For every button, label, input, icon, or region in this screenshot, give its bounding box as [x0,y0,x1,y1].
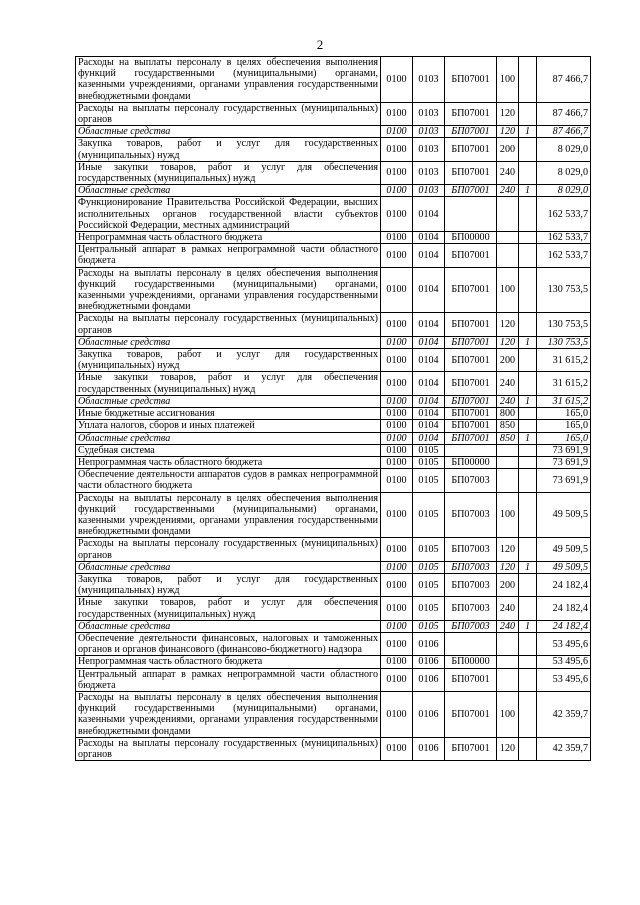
row-subsection-code: 0105 [413,597,445,620]
row-expense-type [497,244,519,267]
row-funding-source [519,597,537,620]
row-amount: 130 753,5 [537,267,591,313]
row-target-article: БП07001 [445,126,497,138]
row-section-code: 0100 [381,372,413,395]
row-name: Расходы на выплаты персоналу в целях обеспечения выполнения функций государственными (муниципальными) органами, казенными учреждениями, органами управления государственными внебюджетными фондами [76,691,381,737]
table-row [76,561,591,573]
row-funding-source [519,313,537,336]
row-target-article: БП07001 [445,737,497,760]
row-amount: 162 533,7 [537,244,591,267]
row-subsection-code: 0104 [413,432,445,444]
row-amount: 31 615,2 [537,372,591,395]
row-target-article: БП07001 [445,57,497,103]
row-expense-type: 120 [497,336,519,348]
page-number: 2 [316,37,324,52]
row-name: Областные средства [76,185,381,197]
row-amount: 31 615,2 [537,349,591,372]
row-amount: 162 533,7 [537,197,591,232]
row-section-code: 0100 [381,656,413,668]
table-row [76,395,591,407]
row-target-article: БП07001 [445,313,497,336]
row-expense-type [497,444,519,456]
row-subsection-code: 0106 [413,691,445,737]
row-expense-type: 120 [497,538,519,561]
row-funding-source [519,372,537,395]
table-row [76,620,591,632]
row-target-article: БП07001 [445,161,497,184]
row-section-code: 0100 [381,138,413,161]
table-row [76,573,591,596]
table-row [76,691,591,737]
row-expense-type: 240 [497,597,519,620]
row-subsection-code: 0104 [413,313,445,336]
row-section-code: 0100 [381,102,413,125]
row-amount: 73 691,9 [537,456,591,468]
row-name: Непрограммная часть областного бюджета [76,656,381,668]
row-funding-source [519,267,537,313]
row-funding-source [519,573,537,596]
row-target-article [445,632,497,655]
row-amount: 49 509,5 [537,561,591,573]
row-funding-source [519,161,537,184]
row-amount: 165,0 [537,408,591,420]
row-expense-type [497,469,519,492]
table-row [76,668,591,691]
row-expense-type: 100 [497,57,519,103]
table-row [76,456,591,468]
budget-table [75,56,591,761]
row-target-article: БП07001 [445,691,497,737]
row-target-article: БП07001 [445,336,497,348]
row-amount: 162 533,7 [537,232,591,244]
row-funding-source [519,538,537,561]
row-name: Областные средства [76,620,381,632]
row-amount: 42 359,7 [537,737,591,760]
row-subsection-code: 0104 [413,336,445,348]
row-amount: 8 029,0 [537,161,591,184]
table-row [76,336,591,348]
row-subsection-code: 0105 [413,620,445,632]
row-name: Центральный аппарат в рамках непрограммной части областного бюджета [76,244,381,267]
row-expense-type: 240 [497,395,519,407]
row-expense-type: 100 [497,267,519,313]
row-expense-type: 240 [497,185,519,197]
row-subsection-code: 0104 [413,395,445,407]
row-funding-source [519,456,537,468]
row-expense-type [497,232,519,244]
row-subsection-code: 0105 [413,444,445,456]
row-name: Закупка товаров, работ и услуг для государственных (муниципальных) нужд [76,573,381,596]
row-section-code: 0100 [381,632,413,655]
row-amount: 130 753,5 [537,336,591,348]
budget-table-body [76,57,591,761]
row-name: Иные бюджетные ассигнования [76,408,381,420]
row-subsection-code: 0103 [413,57,445,103]
row-section-code: 0100 [381,267,413,313]
row-name: Уплата налогов, сборов и иных платежей [76,420,381,432]
table-row [76,408,591,420]
row-section-code: 0100 [381,232,413,244]
table-row [76,372,591,395]
table-row [76,469,591,492]
row-expense-type: 800 [497,408,519,420]
row-target-article: БП07001 [445,432,497,444]
row-funding-source [519,668,537,691]
row-target-article: БП07003 [445,469,497,492]
row-target-article: БП07001 [445,138,497,161]
row-target-article: БП07001 [445,244,497,267]
row-expense-type: 120 [497,561,519,573]
row-target-article: БП07003 [445,492,497,538]
row-expense-type: 100 [497,492,519,538]
row-name: Судебная система [76,444,381,456]
row-subsection-code: 0104 [413,408,445,420]
row-funding-source: 1 [519,395,537,407]
row-expense-type [497,668,519,691]
table-row [76,126,591,138]
row-target-article: БП07001 [445,349,497,372]
row-amount: 53 495,6 [537,668,591,691]
table-row [76,313,591,336]
row-section-code: 0100 [381,395,413,407]
row-name: Областные средства [76,395,381,407]
row-expense-type [497,197,519,232]
table-row [76,432,591,444]
row-funding-source [519,232,537,244]
row-amount: 165,0 [537,432,591,444]
row-target-article: БП00000 [445,656,497,668]
row-section-code: 0100 [381,313,413,336]
row-subsection-code: 0104 [413,197,445,232]
row-expense-type: 200 [497,138,519,161]
row-section-code: 0100 [381,597,413,620]
row-section-code: 0100 [381,668,413,691]
row-subsection-code: 0105 [413,456,445,468]
row-funding-source: 1 [519,432,537,444]
row-funding-source [519,656,537,668]
row-section-code: 0100 [381,185,413,197]
row-subsection-code: 0103 [413,138,445,161]
row-amount: 31 615,2 [537,395,591,407]
row-funding-source [519,197,537,232]
row-name: Областные средства [76,432,381,444]
row-section-code: 0100 [381,620,413,632]
row-section-code: 0100 [381,573,413,596]
row-amount: 165,0 [537,420,591,432]
row-expense-type: 100 [497,691,519,737]
row-section-code: 0100 [381,161,413,184]
row-funding-source [519,349,537,372]
row-subsection-code: 0104 [413,372,445,395]
row-funding-source [519,444,537,456]
row-section-code: 0100 [381,349,413,372]
row-target-article: БП07003 [445,573,497,596]
row-amount: 73 691,9 [537,469,591,492]
row-funding-source [519,469,537,492]
row-name: Расходы на выплаты персоналу государственных (муниципальных) органов [76,737,381,760]
row-funding-source: 1 [519,185,537,197]
row-name: Закупка товаров, работ и услуг для государственных (муниципальных) нужд [76,349,381,372]
row-target-article: БП07003 [445,561,497,573]
row-target-article: БП07003 [445,538,497,561]
row-expense-type: 850 [497,420,519,432]
row-target-article: БП07003 [445,620,497,632]
row-funding-source [519,691,537,737]
row-subsection-code: 0105 [413,561,445,573]
table-row [76,538,591,561]
row-name: Расходы на выплаты персоналу государственных (муниципальных) органов [76,102,381,125]
table-row [76,161,591,184]
row-name: Областные средства [76,126,381,138]
table-row [76,656,591,668]
row-target-article: БП00000 [445,456,497,468]
row-target-article: БП00000 [445,232,497,244]
row-expense-type: 200 [497,573,519,596]
row-section-code: 0100 [381,336,413,348]
row-name: Иные закупки товаров, работ и услуг для обеспечения государственных (муниципальных) нужд [76,597,381,620]
row-subsection-code: 0104 [413,232,445,244]
row-amount: 73 691,9 [537,444,591,456]
row-amount: 24 182,4 [537,573,591,596]
row-name: Расходы на выплаты персоналу в целях обеспечения выполнения функций государственными (муниципальными) органами, казенными учреждениями, органами управления государственными внебюджетными фондами [76,57,381,103]
row-subsection-code: 0106 [413,668,445,691]
table-row [76,420,591,432]
row-section-code: 0100 [381,197,413,232]
row-expense-type: 240 [497,372,519,395]
row-amount: 42 359,7 [537,691,591,737]
row-name: Областные средства [76,561,381,573]
row-amount: 87 466,7 [537,57,591,103]
row-expense-type: 240 [497,161,519,184]
row-expense-type [497,656,519,668]
row-amount: 8 029,0 [537,138,591,161]
row-subsection-code: 0105 [413,492,445,538]
row-amount: 49 509,5 [537,538,591,561]
row-section-code: 0100 [381,444,413,456]
row-funding-source [519,737,537,760]
row-funding-source [519,408,537,420]
row-subsection-code: 0106 [413,632,445,655]
table-row [76,197,591,232]
row-funding-source: 1 [519,126,537,138]
row-target-article: БП07001 [445,372,497,395]
row-target-article: БП07003 [445,597,497,620]
row-subsection-code: 0103 [413,161,445,184]
row-target-article: БП07001 [445,185,497,197]
table-row [76,138,591,161]
row-target-article: БП07001 [445,668,497,691]
row-target-article [445,197,497,232]
row-target-article [445,444,497,456]
row-funding-source [519,138,537,161]
row-funding-source [519,632,537,655]
row-target-article: БП07001 [445,102,497,125]
row-amount: 24 182,4 [537,597,591,620]
row-expense-type [497,632,519,655]
row-expense-type: 120 [497,737,519,760]
row-subsection-code: 0105 [413,469,445,492]
row-funding-source [519,420,537,432]
row-section-code: 0100 [381,126,413,138]
row-subsection-code: 0104 [413,349,445,372]
row-amount: 87 466,7 [537,102,591,125]
row-amount: 49 509,5 [537,492,591,538]
row-name: Функционирование Правительства Российской Федерации, высших исполнительных органов государственной власти субъектов Российской Федерации, местных администраций [76,197,381,232]
row-funding-source: 1 [519,336,537,348]
row-section-code: 0100 [381,432,413,444]
table-row [76,102,591,125]
row-subsection-code: 0106 [413,737,445,760]
table-row [76,597,591,620]
table-row [76,349,591,372]
row-amount: 130 753,5 [537,313,591,336]
row-target-article: БП07001 [445,267,497,313]
row-target-article: БП07001 [445,408,497,420]
row-section-code: 0100 [381,492,413,538]
table-row [76,267,591,313]
row-section-code: 0100 [381,691,413,737]
row-section-code: 0100 [381,456,413,468]
row-funding-source [519,244,537,267]
row-section-code: 0100 [381,57,413,103]
row-name: Расходы на выплаты персоналу государственных (муниципальных) органов [76,538,381,561]
table-row [76,737,591,760]
table-row [76,232,591,244]
row-expense-type: 200 [497,349,519,372]
row-target-article: БП07001 [445,395,497,407]
row-subsection-code: 0104 [413,244,445,267]
row-subsection-code: 0104 [413,267,445,313]
row-name: Иные закупки товаров, работ и услуг для обеспечения государственных (муниципальных) нужд [76,161,381,184]
row-amount: 24 182,4 [537,620,591,632]
row-subsection-code: 0103 [413,126,445,138]
row-expense-type: 850 [497,432,519,444]
table-row [76,632,591,655]
row-amount: 53 495,6 [537,656,591,668]
row-funding-source [519,102,537,125]
row-name: Иные закупки товаров, работ и услуг для обеспечения государственных (муниципальных) нужд [76,372,381,395]
table-row [76,185,591,197]
row-funding-source [519,492,537,538]
row-subsection-code: 0105 [413,538,445,561]
row-amount: 53 495,6 [537,632,591,655]
row-section-code: 0100 [381,420,413,432]
row-subsection-code: 0104 [413,420,445,432]
row-subsection-code: 0103 [413,102,445,125]
row-expense-type [497,456,519,468]
table-row [76,444,591,456]
row-section-code: 0100 [381,469,413,492]
table-row [76,244,591,267]
row-name: Обеспечение деятельности финансовых, налоговых и таможенных органов и органов финансового (финансово-бюджетного) надзора [76,632,381,655]
row-subsection-code: 0103 [413,185,445,197]
row-section-code: 0100 [381,408,413,420]
table-row [76,492,591,538]
row-name: Обеспечение деятельности аппаратов судов в рамках непрограммной части областного бюджета [76,469,381,492]
row-expense-type: 240 [497,620,519,632]
row-subsection-code: 0106 [413,656,445,668]
row-name: Расходы на выплаты персоналу государственных (муниципальных) органов [76,313,381,336]
row-funding-source [519,57,537,103]
row-amount: 87 466,7 [537,126,591,138]
row-subsection-code: 0105 [413,573,445,596]
row-section-code: 0100 [381,737,413,760]
row-expense-type: 120 [497,102,519,125]
row-expense-type: 120 [497,126,519,138]
row-target-article: БП07001 [445,420,497,432]
row-section-code: 0100 [381,244,413,267]
row-name: Непрограммная часть областного бюджета [76,232,381,244]
row-amount: 8 029,0 [537,185,591,197]
row-name: Центральный аппарат в рамках непрограммной части областного бюджета [76,668,381,691]
row-expense-type: 120 [497,313,519,336]
row-name: Расходы на выплаты персоналу в целях обеспечения выполнения функций государственными (муниципальными) органами, казенными учреждениями, органами управления государственными внебюджетными фондами [76,267,381,313]
row-name: Закупка товаров, работ и услуг для государственных (муниципальных) нужд [76,138,381,161]
row-section-code: 0100 [381,561,413,573]
row-funding-source: 1 [519,561,537,573]
row-funding-source: 1 [519,620,537,632]
table-row [76,57,591,103]
row-name: Непрограммная часть областного бюджета [76,456,381,468]
row-section-code: 0100 [381,538,413,561]
row-name: Расходы на выплаты персоналу в целях обеспечения выполнения функций государственными (муниципальными) органами, казенными учреждениями, органами управления государственными внебюджетными фондами [76,492,381,538]
row-name: Областные средства [76,336,381,348]
